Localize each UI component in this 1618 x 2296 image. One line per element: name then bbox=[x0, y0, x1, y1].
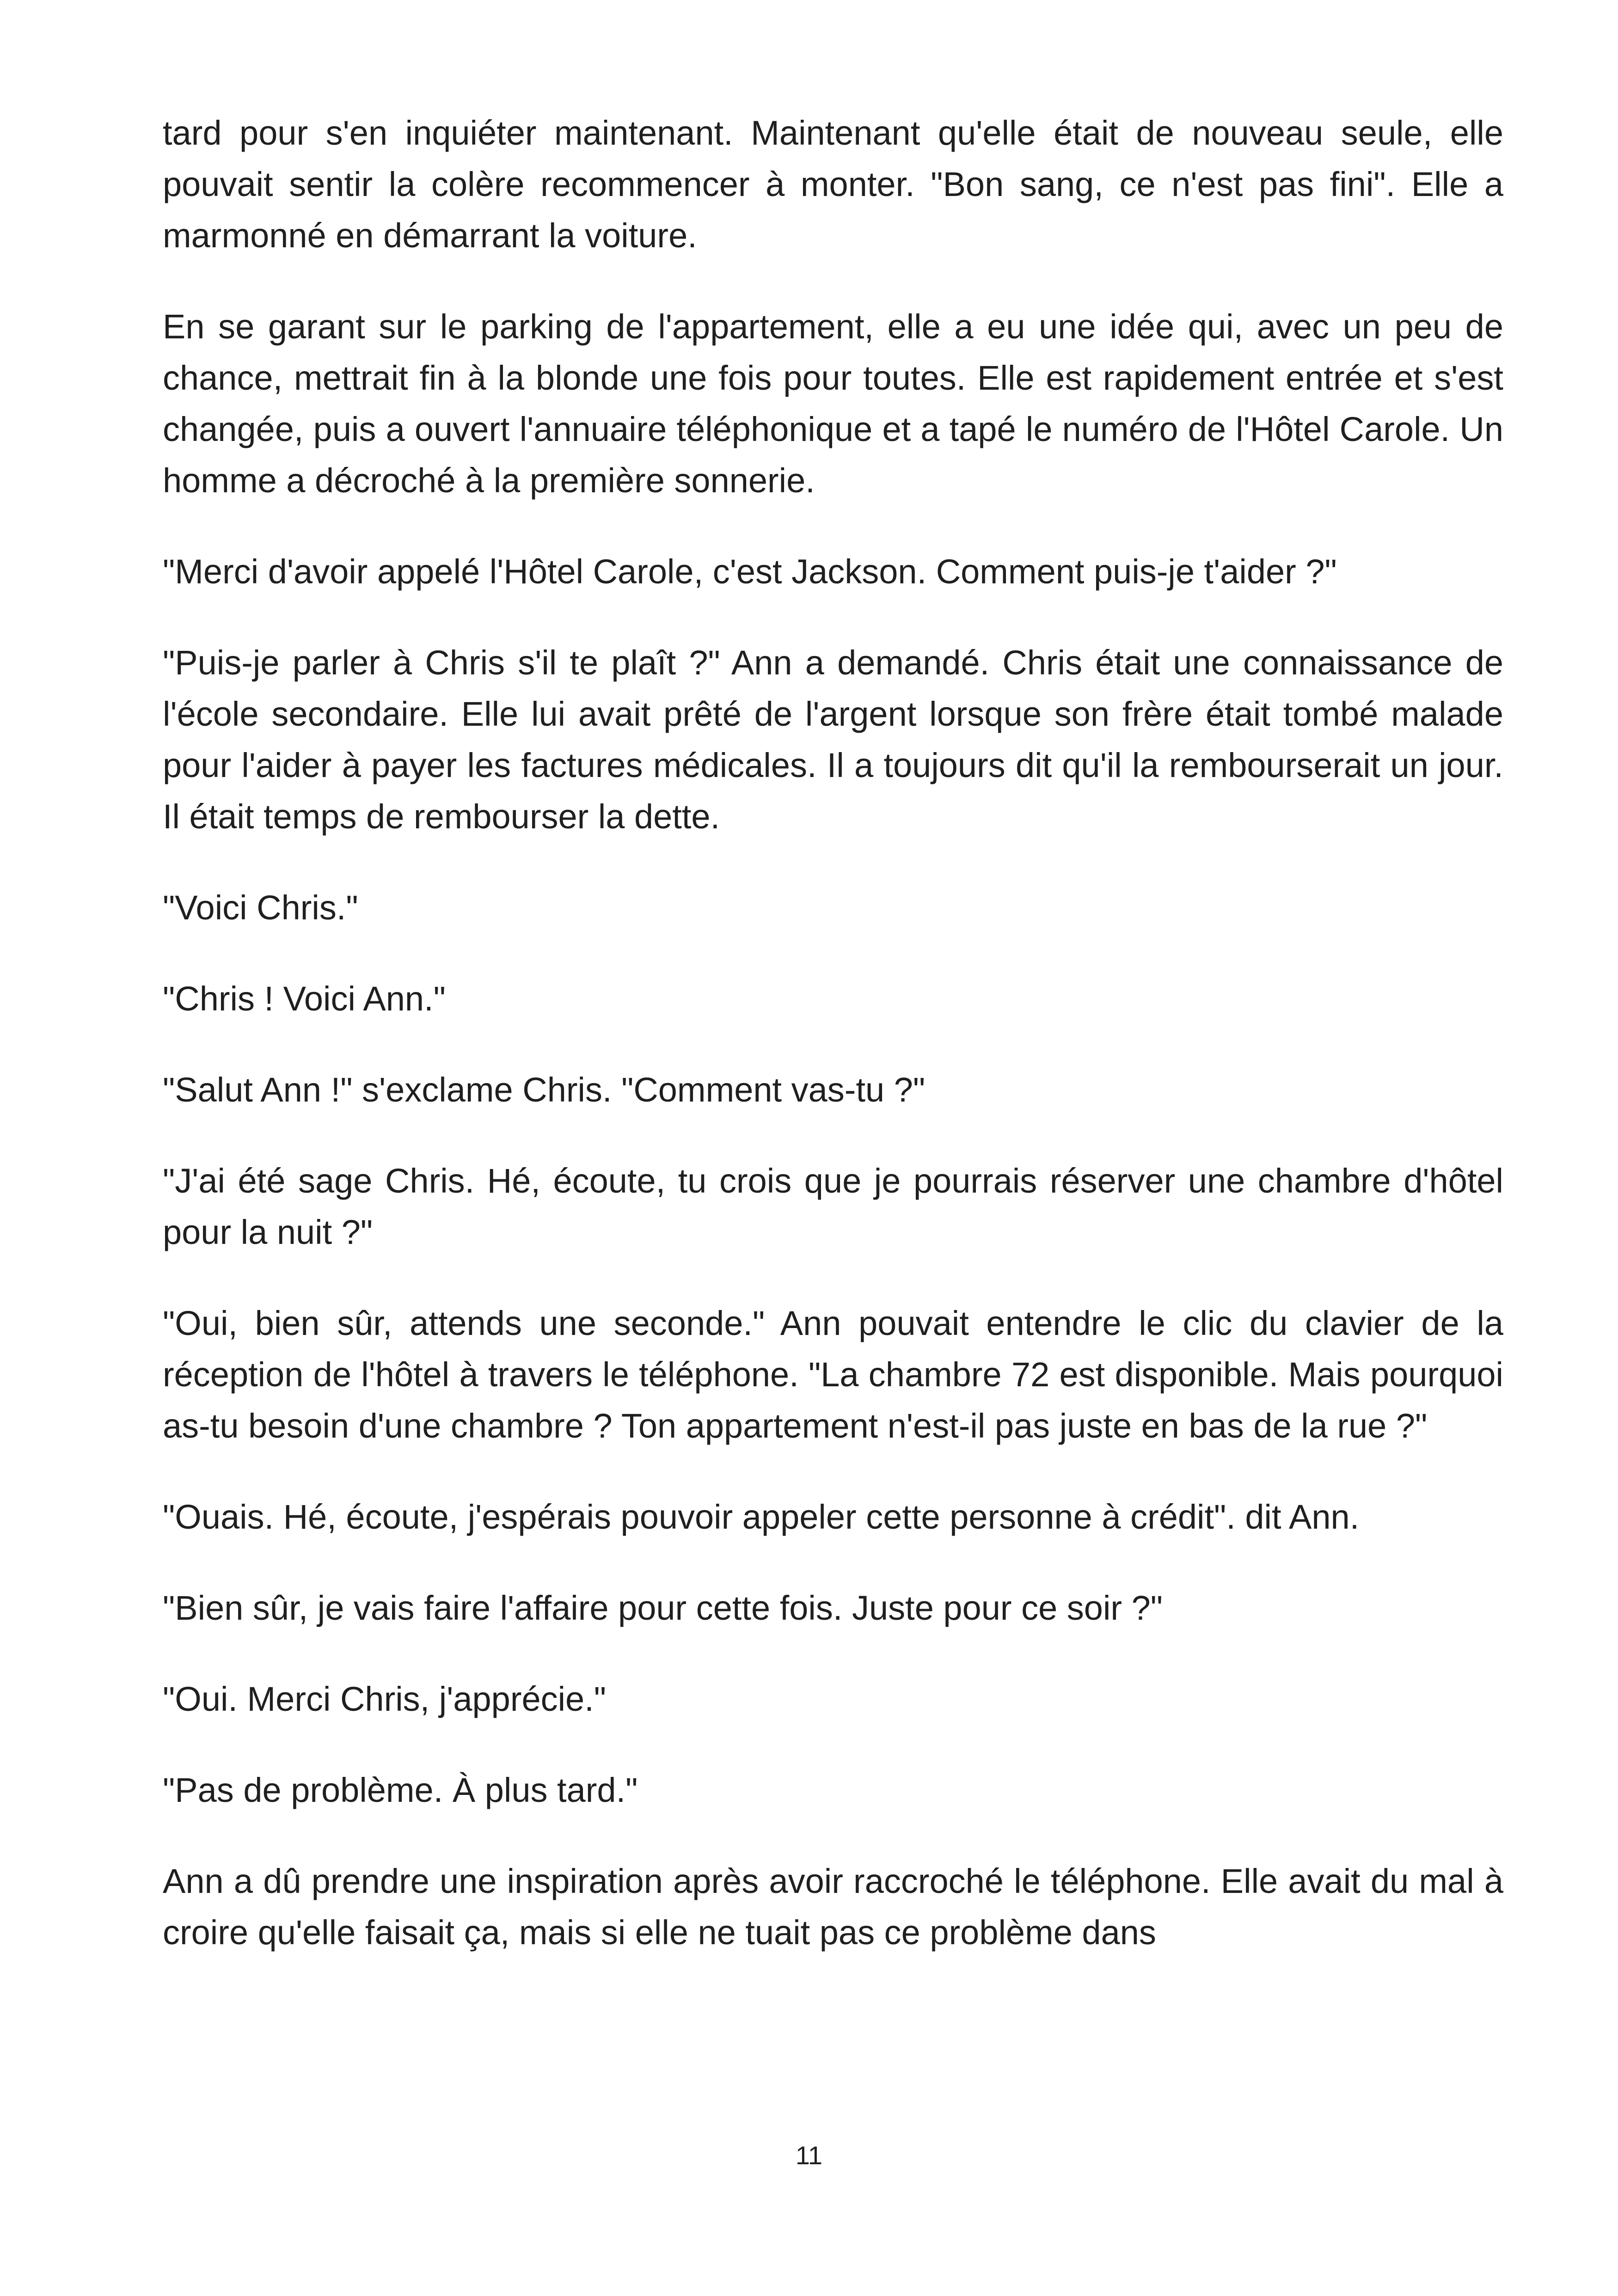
paragraph: tard pour s'en inquiéter maintenant. Maintenant qu'elle était de nouveau seule, elle pouvait sentir la colère recommencer à monter. "Bon sang, ce n'est pas fini". Elle a marmonné en démarrant la voiture. bbox=[163, 114, 1503, 255]
paragraph: "Voici Chris." bbox=[163, 888, 358, 927]
page-number: 11 bbox=[795, 2141, 823, 2170]
paragraph: "Oui. Merci Chris, j'apprécie." bbox=[163, 1680, 607, 1718]
paragraph: Ann a dû prendre une inspiration après avoir raccroché le téléphone. Elle avait du mal à croire qu'elle faisait ça, mais si elle ne tuait pas ce problème dans bbox=[163, 1862, 1503, 1952]
paragraph: "Pas de problème. À plus tard." bbox=[163, 1771, 638, 1809]
paragraph: "J'ai été sage Chris. Hé, écoute, tu crois que je pourrais réserver une chambre d'hôtel pour la nuit ?" bbox=[163, 1162, 1503, 1251]
paragraph: "Merci d'avoir appelé l'Hôtel Carole, c'est Jackson. Comment puis-je t'aider ?" bbox=[163, 552, 1337, 591]
paragraph: "Salut Ann !" s'exclame Chris. "Comment vas-tu ?" bbox=[163, 1071, 925, 1109]
paragraph: "Oui, bien sûr, attends une seconde." Ann pouvait entendre le clic du clavier de la réception de l'hôtel à travers le téléphone. "La chambre 72 est disponible. Mais pourquoi as-tu besoin d'une chambre ? Ton appartement n'est-il pas juste en bas de la rue ?" bbox=[163, 1304, 1503, 1445]
paragraph: "Bien sûr, je vais faire l'affaire pour cette fois. Juste pour ce soir ?" bbox=[163, 1589, 1163, 1627]
paragraph: "Puis-je parler à Chris s'il te plaît ?" Ann a demandé. Chris était une connaissance de l'école secondaire. Elle lui avait prêté de l'argent lorsque son frère était tombé malade pour l'aider à payer les factures médicales. Il a toujours dit qu'il la rembourserait un jour. Il était temps de rembourser la dette. bbox=[163, 643, 1503, 836]
paragraph: En se garant sur le parking de l'appartement, elle a eu une idée qui, avec un peu de chance, mettrait fin à la blonde une fois pour toutes. Elle est rapidement entrée et s'est changée, puis a ouvert l'annuaire téléphonique et a tapé le numéro de l'Hôtel Carole. Un homme a décroché à la première sonnerie. bbox=[163, 307, 1503, 500]
paragraph: "Chris ! Voici Ann." bbox=[163, 980, 446, 1018]
paragraph: "Ouais. Hé, écoute, j'espérais pouvoir appeler cette personne à crédit". dit Ann. bbox=[163, 1498, 1360, 1536]
body-text bbox=[163, 107, 1503, 1958]
